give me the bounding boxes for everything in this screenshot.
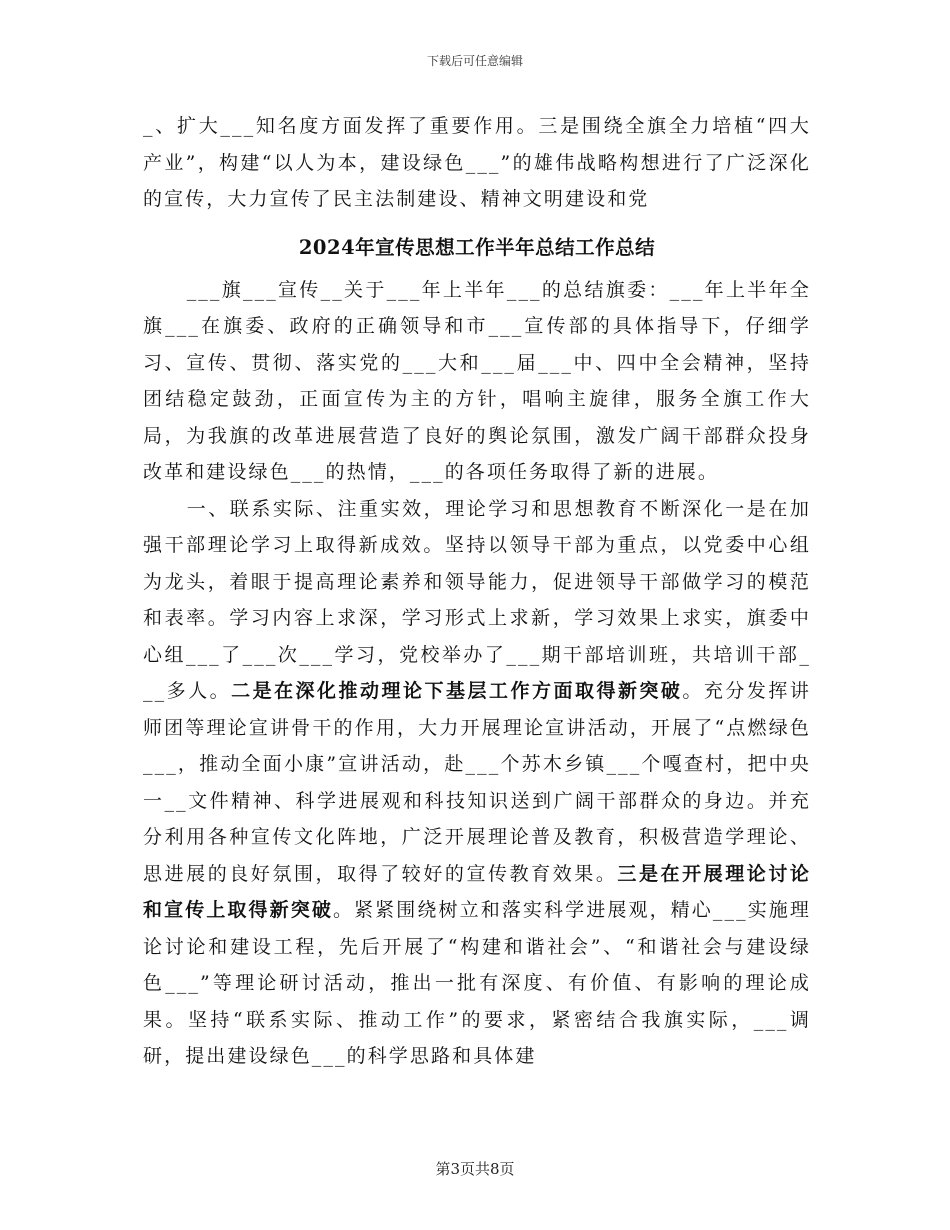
paragraph-section-one	[143, 491, 811, 1075]
section-one-text-c: 。紧紧围绕树立和落实科学进展观，精心___实施理论讨论和建设工程，先后开展了“构建和谐社会”、“和谐社会与建设绿色___”等理论研讨活动，推出一批有深度、有价值、有影响的理论成果。坚持“联系实际、推动工作”的要求，紧密结合我旗实际，___调研，提出建设绿色___的科学思路和具体建	[143, 899, 812, 1067]
section-one-highlight-two: 二是在深化推动理论下基层工作方面取得新突破	[231, 680, 683, 702]
paragraph-intro: ___旗___宣传__关于___年上半年___的总结旗委：___年上半年全旗___在旗委、政府的正确领导和市___宣传部的具体指导下，仔细学习、宣传、贯彻、落实党的___大和___届___中、四中全会精神，坚持团结稳定鼓劲，正面宣传为主的方针，唱响主旋律，服务全旗工作大局，为我旗的改革进展营造了良好的舆论氛围，激发广阔干部群众投身改革和建设绿色___的热情，___的各项任务取得了新的进展。	[143, 278, 811, 483]
page-header: 下载后可任意编辑	[426, 54, 523, 68]
page-number: 第3页共8页	[435, 1160, 515, 1178]
paragraph-continued: _、扩大___知名度方面发挥了重要作用。三是围绕全旗全力培植“四大产业”，构建“以人为本，建设绿色___”的雄伟战略构想进行了广泛深化的宣传，大力宣传了民主法制建设、精神文明建设和党	[143, 115, 811, 210]
document-title: 2024年宣传思想工作半年总结工作总结	[298, 235, 656, 259]
section-one-text-a: 一、联系实际、注重实效，理论学习和思想教育不断深化一是在加强干部理论学习上取得新成效。坚持以领导干部为重点，以党委中心组为龙头，着眼于提高理论素养和领导能力，促进领导干部做学习的模范和表率。学习内容上求深，学习形式上求新，学习效果上求实，旗委中心组___了___次___学习，党校举办了___期干部培训班，共培训干部___多人。	[143, 497, 811, 702]
document-body	[143, 108, 811, 1075]
section-one-highlight-three: 三是在开展理论讨论和宣传上取得新突破	[143, 862, 811, 921]
section-one-text-b: 。充分发挥讲师团等理论宣讲骨干的作用，大力开展理论宣讲活动，开展了“点燃绿色___，推动全面小康”宣讲活动，赴___个苏木乡镇___个嘎查村，把中央一__文件精神、科学进展观和科技知识送到广阔干部群众的身边。并充分利用各种宣传文化阵地，广泛开展理论普及教育，积极营造学理论、思进展的良好氛围，取得了较好的宣传教育效果。	[143, 680, 811, 885]
